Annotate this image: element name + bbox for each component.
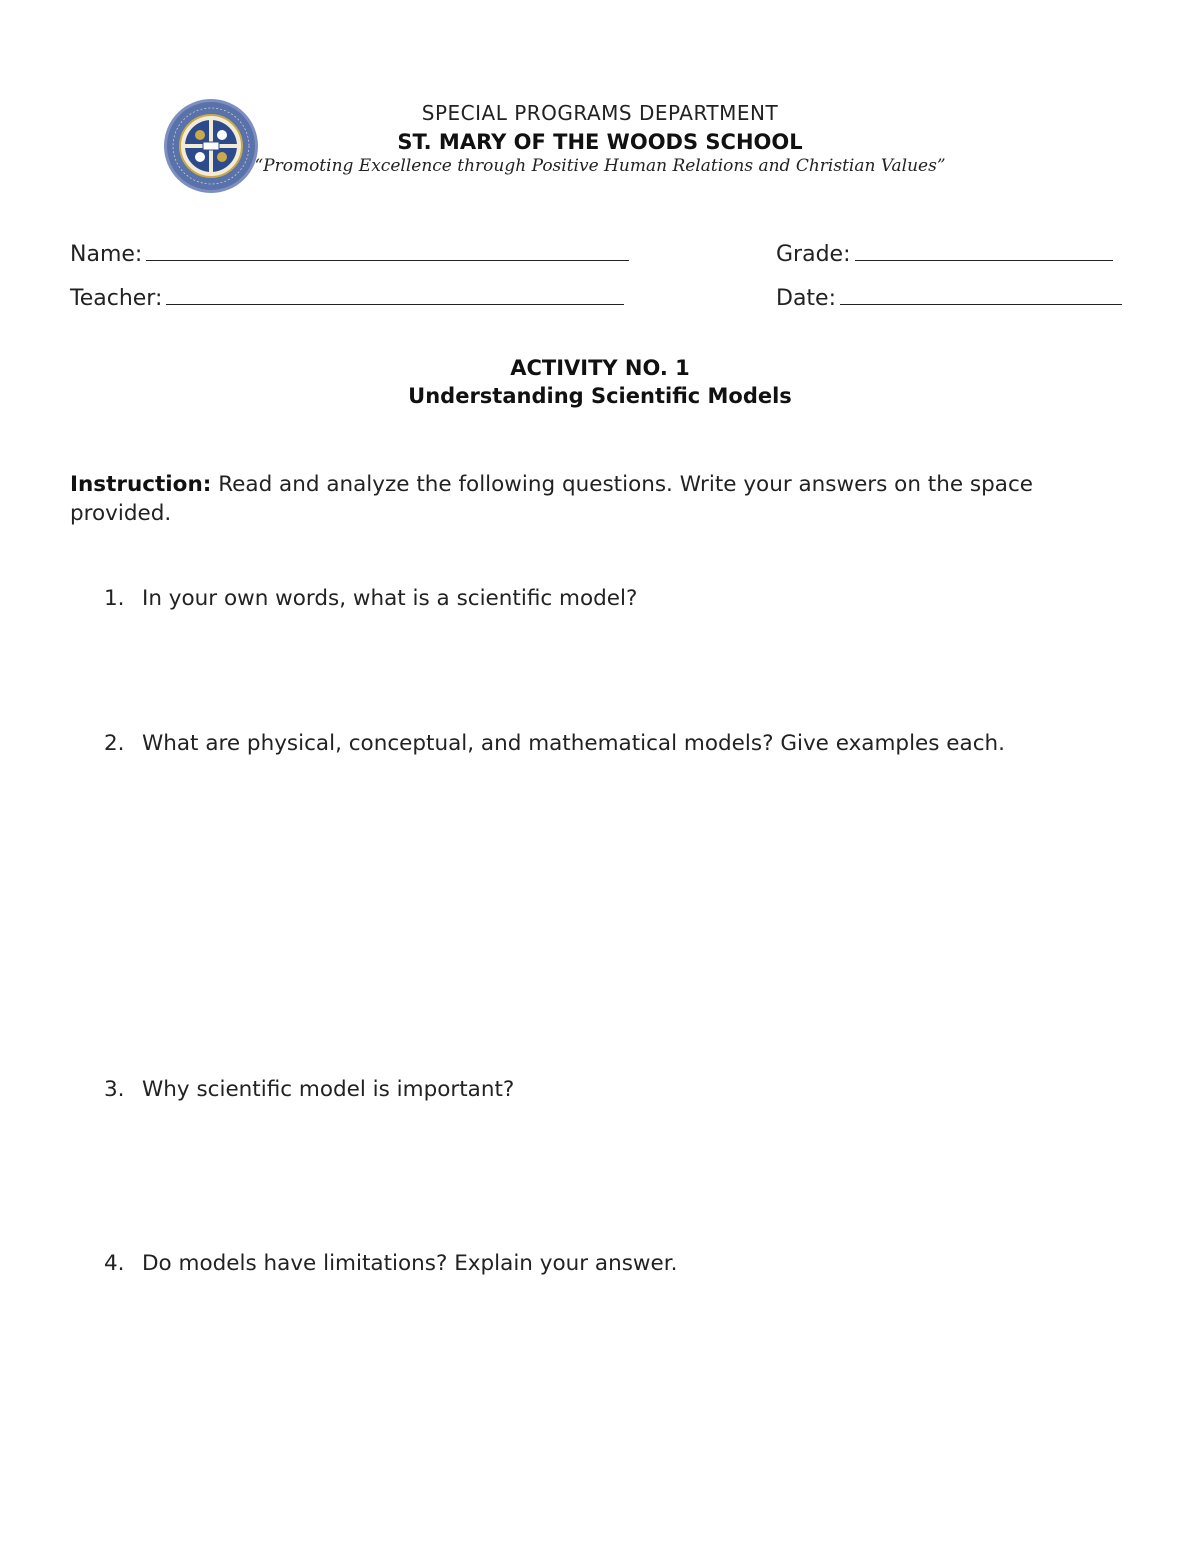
activity-title: ACTIVITY NO. 1 <box>510 356 690 380</box>
question-number: 4. <box>104 1251 125 1276</box>
question-item <box>104 1251 677 1276</box>
date-label: Date: <box>776 286 836 311</box>
school-seal-logo <box>163 98 259 194</box>
question-text: Do models have limitations? Explain your answer. <box>142 1251 678 1276</box>
instruction-paragraph <box>70 470 1070 528</box>
question-text: In your own words, what is a scientific model? <box>142 586 638 611</box>
name-field[interactable] <box>70 240 629 267</box>
name-blank-line[interactable] <box>146 240 629 261</box>
question-number: 3. <box>104 1077 125 1102</box>
grade-field[interactable] <box>776 240 1113 267</box>
grade-blank-line[interactable] <box>855 240 1113 261</box>
teacher-field[interactable] <box>70 284 624 311</box>
question-item <box>104 731 1005 756</box>
school-name: ST. MARY OF THE WOODS SCHOOL <box>397 130 803 154</box>
activity-subtitle: Understanding Scientific Models <box>408 384 792 408</box>
question-item <box>104 586 637 611</box>
question-number: 2. <box>104 731 125 756</box>
grade-label: Grade: <box>776 242 851 267</box>
question-text: What are physical, conceptual, and mathematical models? Give examples each. <box>142 731 1005 756</box>
school-motto: “Promoting Excellence through Positive Human Relations and Christian Values” <box>254 156 946 176</box>
question-item <box>104 1077 514 1102</box>
instruction-label: Instruction: <box>70 472 212 497</box>
date-field[interactable] <box>776 284 1122 311</box>
teacher-blank-line[interactable] <box>166 284 624 305</box>
name-label: Name: <box>70 242 143 267</box>
teacher-label: Teacher: <box>70 286 163 311</box>
question-text: Why scientific model is important? <box>142 1077 515 1102</box>
question-number: 1. <box>104 586 125 611</box>
instruction-text: Read and analyze the following questions. Write your answers on the space provided. <box>70 472 1033 526</box>
department-heading: SPECIAL PROGRAMS DEPARTMENT <box>421 101 779 125</box>
date-blank-line[interactable] <box>840 284 1122 305</box>
